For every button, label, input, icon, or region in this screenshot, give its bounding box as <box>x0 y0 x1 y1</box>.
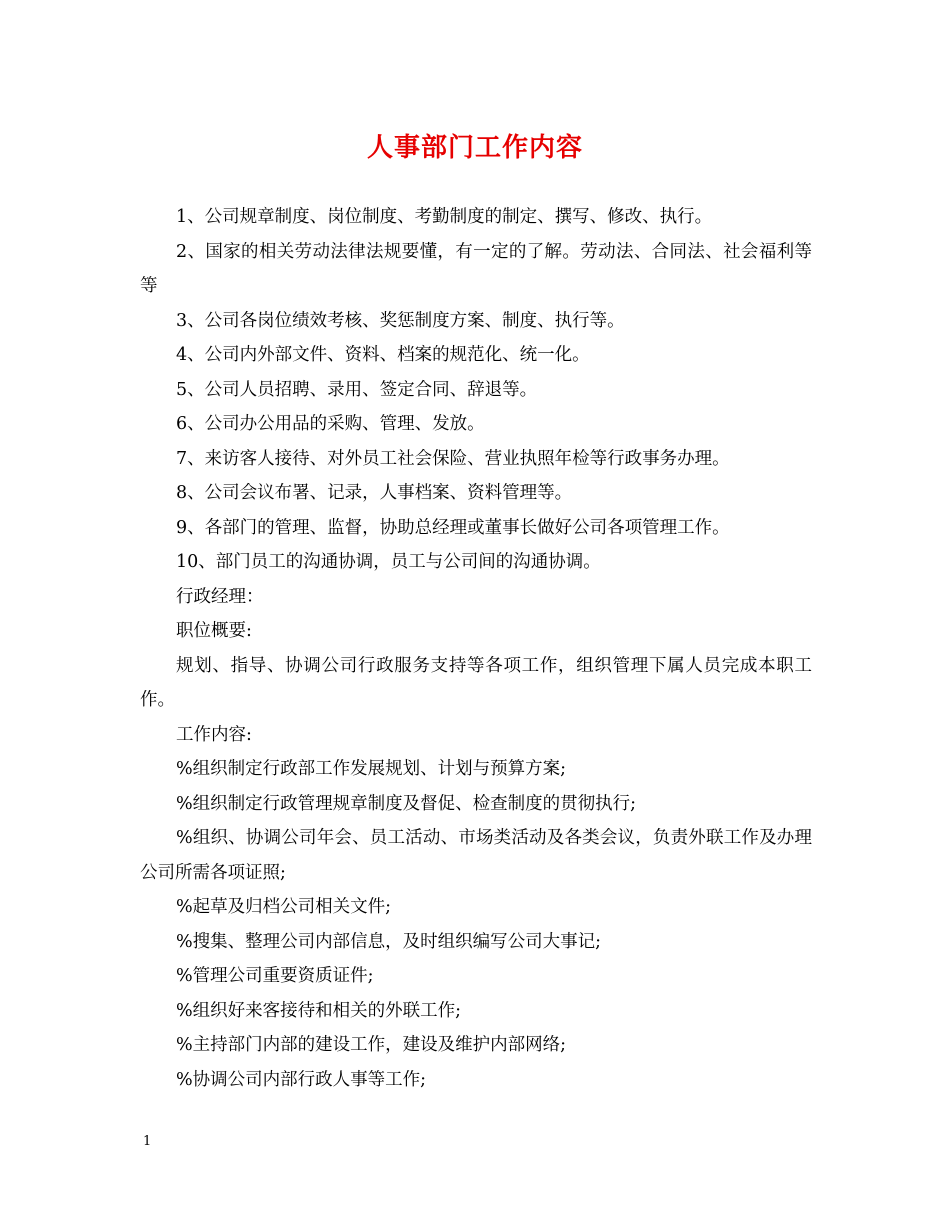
paragraph: 规划、指导、协调公司行政服务支持等各项工作，组织管理下属人员完成本职工作。 <box>140 655 812 710</box>
list-item: %搜集、整理公司内部信息，及时组织编写公司大事记; <box>176 931 602 952</box>
document-title: 人事部门工作内容 <box>366 133 583 163</box>
section-heading: 职位概要: <box>176 621 252 641</box>
section-heading: 行政经理： <box>176 586 264 607</box>
page-number: 1 <box>143 1134 152 1149</box>
list-item: %组织、协调公司年会、员工活动、市场类活动及各类会议，负责外联工作及办理公司所需各项证照; <box>140 828 812 883</box>
paragraph: 8、公司会议布署、记录，人事档案、资料管理等。 <box>176 483 573 503</box>
paragraph: 5、公司人员招聘、录用、签定合同、辞退等。 <box>176 379 538 400</box>
paragraph: 6、公司办公用品的采购、管理、发放。 <box>176 414 485 434</box>
paragraph: 3、公司各岗位绩效考核、奖惩制度方案、制度、执行等。 <box>176 310 625 331</box>
paragraph: 1、公司规章制度、岗位制度、考勤制度的制定、撰写、修改、执行。 <box>176 207 713 227</box>
paragraph: 10、部门员工的沟通协调，员工与公司间的沟通协调。 <box>176 552 601 572</box>
paragraph: 9、各部门的管理、监督，协助总经理或董事长做好公司各项管理工作。 <box>176 517 730 538</box>
list-item: %组织好来客接待和相关的外联工作; <box>176 1000 462 1021</box>
list-item: %起草及归档公司相关文件; <box>176 897 392 917</box>
list-item: %组织制定行政管理规章制度及督促、检查制度的贯彻执行; <box>176 793 637 814</box>
paragraph: 7、来访客人接待、对外员工社会保险、营业执照年检等行政事务办理。 <box>176 448 730 469</box>
paragraph: 4、公司内外部文件、资料、档案的规范化、统一化。 <box>176 345 590 365</box>
section-heading: 工作内容: <box>176 724 252 745</box>
list-item: %主持部门内部的建设工作，建设及维护内部网络; <box>176 1035 567 1055</box>
paragraph: 2、国家的相关劳动法律法规要懂，有一定的了解。劳动法、合同法、社会福利等等 <box>140 241 812 296</box>
list-item: %协调公司内部行政人事等工作; <box>176 1069 427 1090</box>
document-body <box>140 200 812 1097</box>
list-item: %组织制定行政部工作发展规划、计划与预算方案; <box>176 759 567 779</box>
list-item: %管理公司重要资质证件; <box>176 966 374 986</box>
